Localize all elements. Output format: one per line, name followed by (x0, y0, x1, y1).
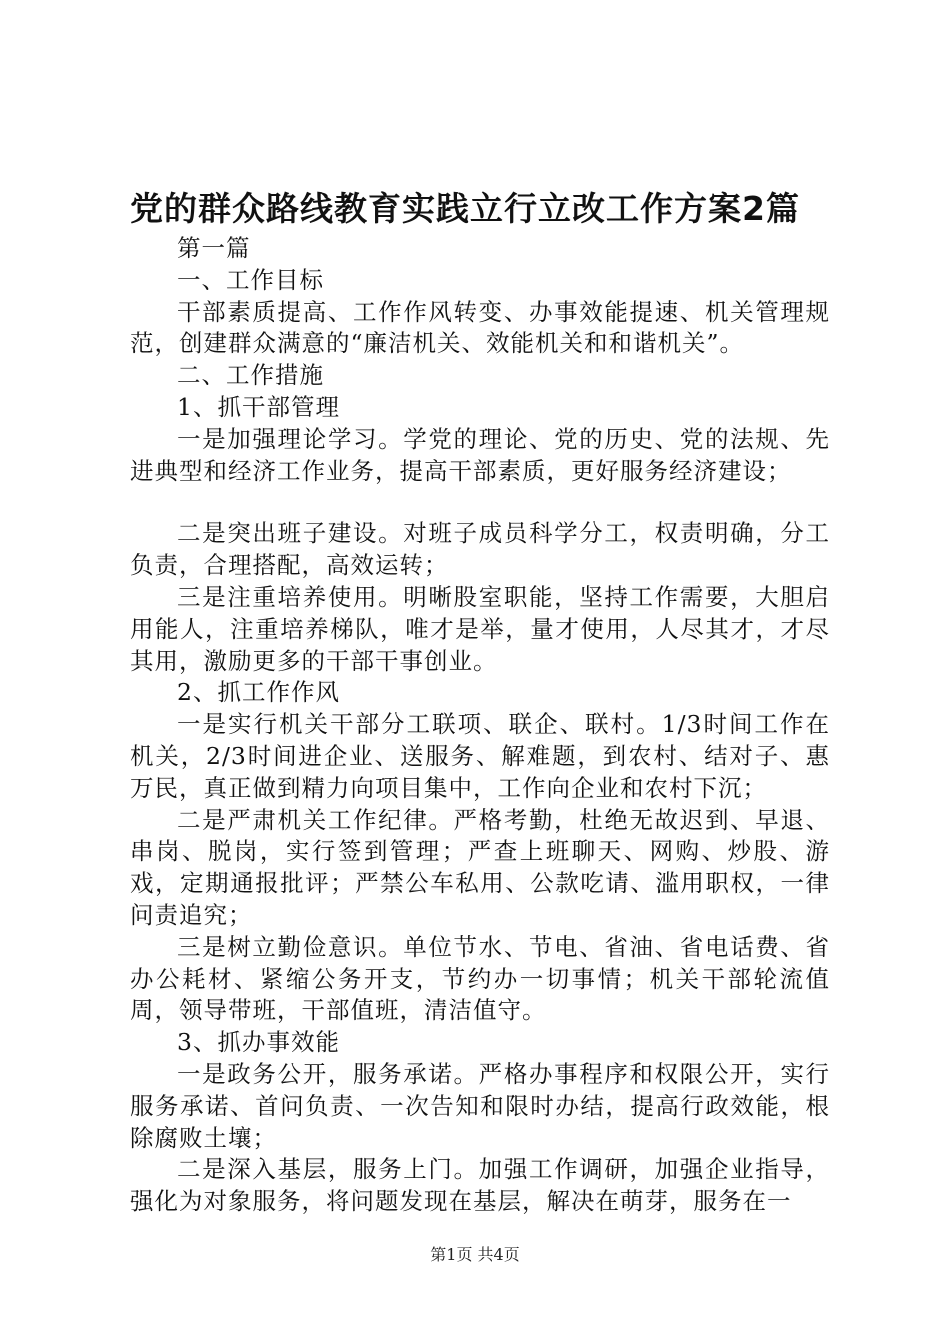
page-footer: 第1页 共4页 (430, 1245, 520, 1264)
paragraph: 2、抓工作作风 (177, 678, 340, 707)
paragraph: 第一篇 (177, 234, 251, 262)
paragraph: 二、工作措施 (177, 361, 324, 390)
paragraph: 二是突出班子建设。对班子成员科学分工，权责明确，分工负责，合理搭配，高效运转； (130, 519, 830, 580)
paragraph: 一是实行机关干部分工联项、联企、联村。1/3时间工作在机关，2/3时间进企业、送服务、解难题，到农村、结对子、惠万民，真正做到精力向项目集中，工作向企业和农村下沉； (130, 710, 830, 802)
document-body (130, 233, 830, 1218)
paragraph: 一是政务公开，服务承诺。严格办事程序和权限公开，实行服务承诺、首问负责、一次告知和限时办结，提高行政效能，根除腐败土壤； (130, 1059, 830, 1152)
paragraph: 三是注重培养使用。明晰股室职能，坚持工作需要，大胆启用能人，注重培养梯队，唯才是举，量才使用，人尽其才，才尽其用，激励更多的干部干事创业。 (130, 582, 830, 675)
document-title: 党的群众路线教育实践立行立改工作方案2篇 (130, 189, 800, 228)
paragraph: 一是加强理论学习。学党的理论、党的历史、党的法规、先进典型和经济工作业务，提高干部素质，更好服务经济建设； (130, 424, 830, 485)
paragraph: 一、工作目标 (177, 265, 324, 294)
paragraph: 干部素质提高、工作作风转变、办事效能提速、机关管理规范，创建群众满意的“廉洁机关、效能机关和和谐机关”。 (130, 297, 830, 358)
paragraph: 二是严肃机关工作纪律。严格考勤，杜绝无故迟到、早退、串岗、脱岗，实行签到管理；严查上班聊天、网购、炒股、游戏，定期通报批评；严禁公车私用、公款吃请、滥用职权，一律问责追究； (130, 805, 830, 929)
paragraph: 二是深入基层，服务上门。加强工作调研，加强企业指导，强化为对象服务，将问题发现在基层，解决在萌芽，服务在一 (130, 1155, 830, 1216)
paragraph: 1、抓干部管理 (177, 392, 340, 421)
paragraph: 三是树立勤俭意识。单位节水、节电、省油、省电话费、省办公耗材、紧缩公务开支，节约办一切事情；机关干部轮流值周，领导带班，干部值班，清洁值守。 (130, 932, 830, 1025)
paragraph: 3、抓办事效能 (177, 1028, 340, 1057)
